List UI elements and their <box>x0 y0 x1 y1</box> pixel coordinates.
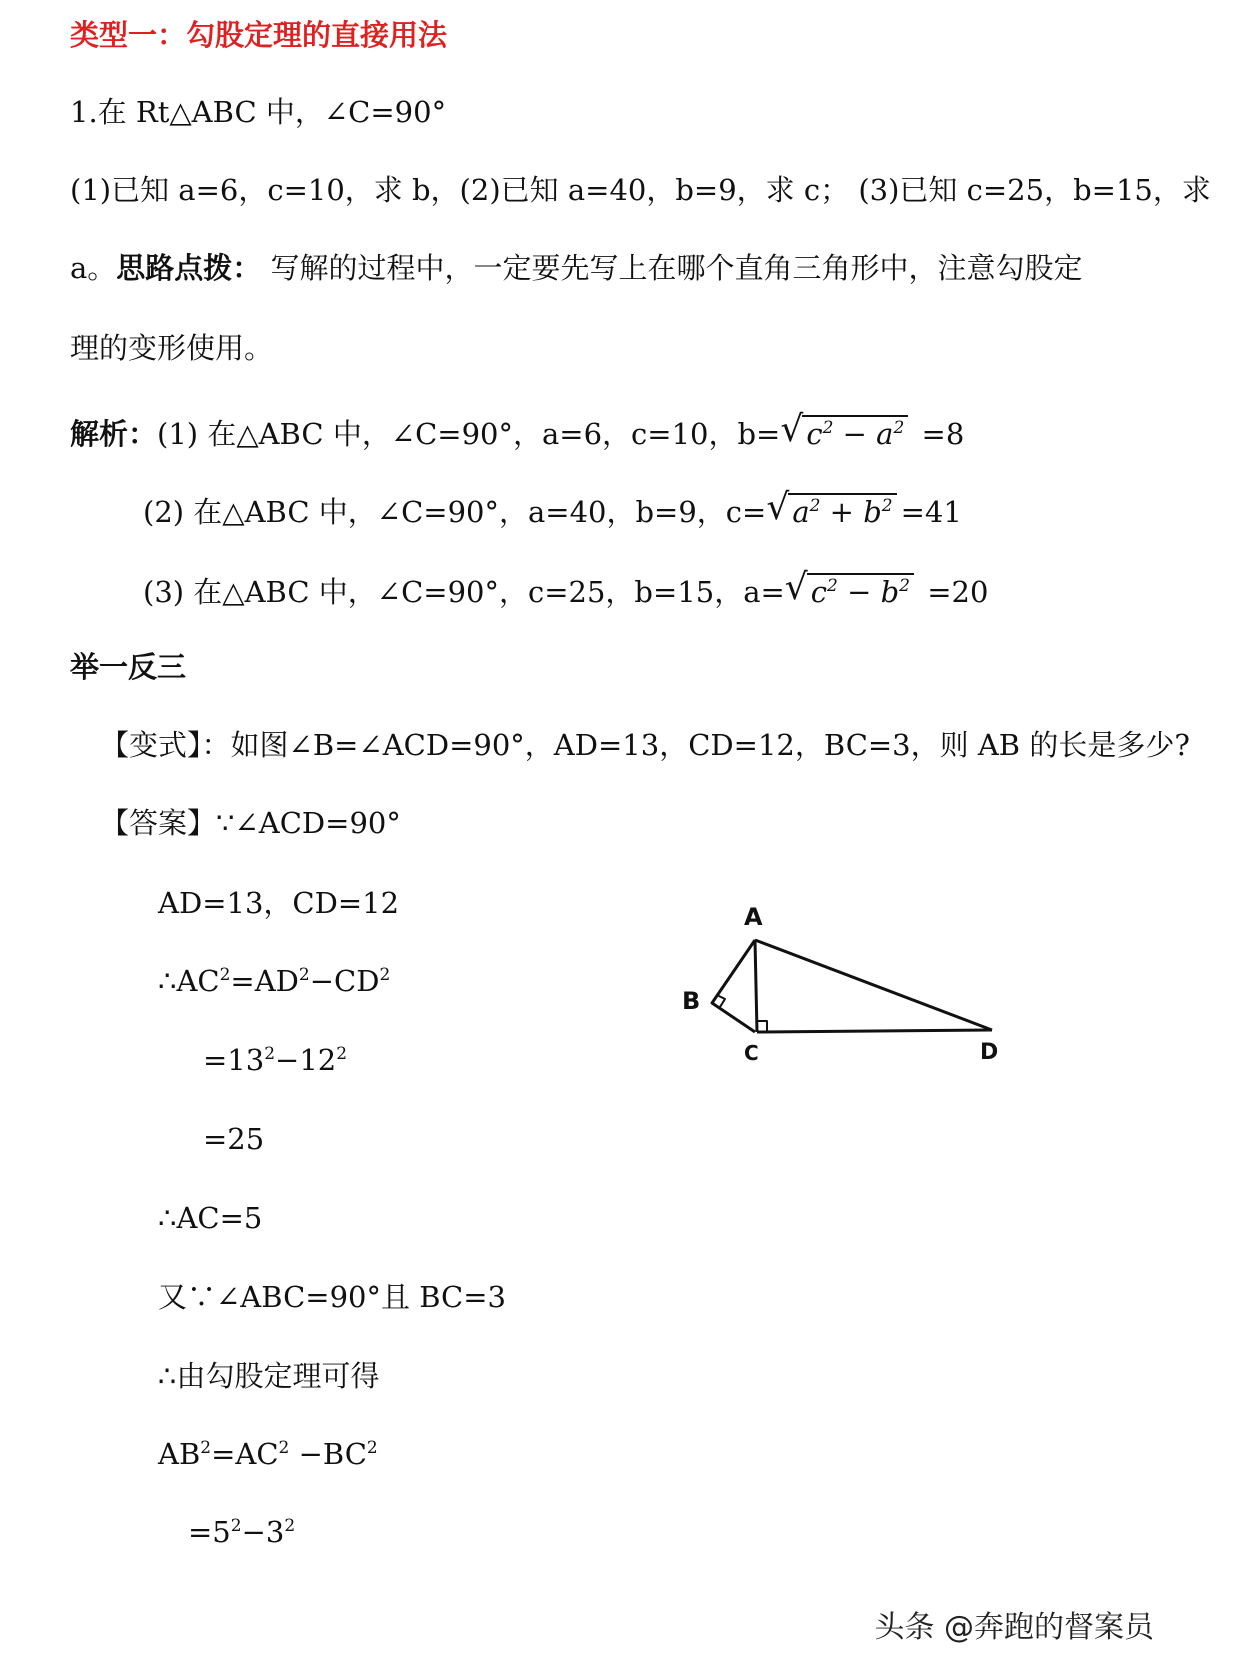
solution-line-3 <box>143 567 989 612</box>
triangle-figure <box>670 885 1010 1075</box>
variant-label: 【变式】 <box>100 728 202 762</box>
segment-AD <box>755 940 992 1030</box>
section-title: 类型一：勾股定理的直接用法 <box>70 18 448 52</box>
segment-AC <box>755 940 757 1032</box>
segment-AB-BC <box>712 940 755 1032</box>
solution-3-text: (3) 在△ABC 中，∠C=90°，c=25，b=15，a= <box>143 575 785 609</box>
problem-line-3-start: a。 <box>70 251 117 285</box>
solution-line-2 <box>143 487 962 532</box>
step-2: $\therefore AC^2=AD^2-CD^2$ <box>158 964 391 998</box>
problem-line-2: (1)已知 a=6，c=10，求 b，(2)已知 a=40，b=9，求 c； (3)已知 c=25，b=15，求 <box>70 173 1211 207</box>
step-8: $AB^2=AC^2 -BC^2$ <box>158 1437 378 1471</box>
solution-1-result: =8 <box>912 417 965 451</box>
step-7: ∴由勾股定理可得 <box>158 1359 380 1393</box>
sqrt-expression-2: √ $a^2 + b^2$ <box>766 492 896 532</box>
hint-text: 写解的过程中，一定要先写上在哪个直角三角形中，注意勾股定 <box>261 251 1083 285</box>
answer-label: 【答案】 <box>100 806 217 840</box>
right-angle-mark-C <box>757 1021 767 1032</box>
solution-2-text: (2) 在△ABC 中，∠C=90°，a=40，b=9，c= <box>143 495 767 529</box>
answer-line <box>100 803 401 843</box>
variant-line <box>100 725 1190 765</box>
step-4: =25 <box>203 1122 265 1156</box>
label-B: B <box>682 987 701 1015</box>
segment-CD <box>757 1030 992 1032</box>
solution-label: 解析： <box>70 417 158 451</box>
solution-line-1 <box>70 409 965 454</box>
watermark: 头条 @奔跑的督案员 <box>874 1610 1154 1645</box>
answer-text: ∵∠ACD=90° <box>216 806 401 840</box>
problem-line-1: 1.在 Rt△ABC 中，∠C=90° <box>70 95 447 129</box>
solution-1-text: (1) 在△ABC 中，∠C=90°，a=6，c=10，b= <box>157 417 781 451</box>
label-C: C <box>744 1041 759 1065</box>
label-A: A <box>744 903 763 931</box>
problem-line-4: 理的变形使用。 <box>70 331 274 365</box>
step-6: 又∵∠ABC=90°且 BC=3 <box>158 1280 506 1314</box>
solution-3-result: =20 <box>918 575 989 609</box>
sqrt-expression-3: √ $c^2 - b^2$ <box>785 572 914 612</box>
label-D: D <box>980 1040 999 1065</box>
step-5: ∴AC=5 <box>158 1201 263 1235</box>
step-1: AD=13，CD=12 <box>158 886 400 920</box>
variant-text: ：如图∠B=∠ACD=90°，AD=13，CD=12，BC=3，则 AB 的长是多少? <box>201 728 1190 762</box>
solution-2-result: =41 <box>900 495 962 529</box>
right-angle-mark-B <box>717 995 725 1007</box>
sqrt-expression-1: √ $c^2 - a^2$ <box>780 414 908 454</box>
practice-heading: 举一反三 <box>70 650 187 684</box>
step-9: $=5^2-3^2$ <box>188 1515 296 1549</box>
problem-line-3 <box>70 248 1083 288</box>
step-3: $=13^2-12^2$ <box>203 1043 348 1077</box>
hint-label: 思路点拨： <box>116 251 262 285</box>
